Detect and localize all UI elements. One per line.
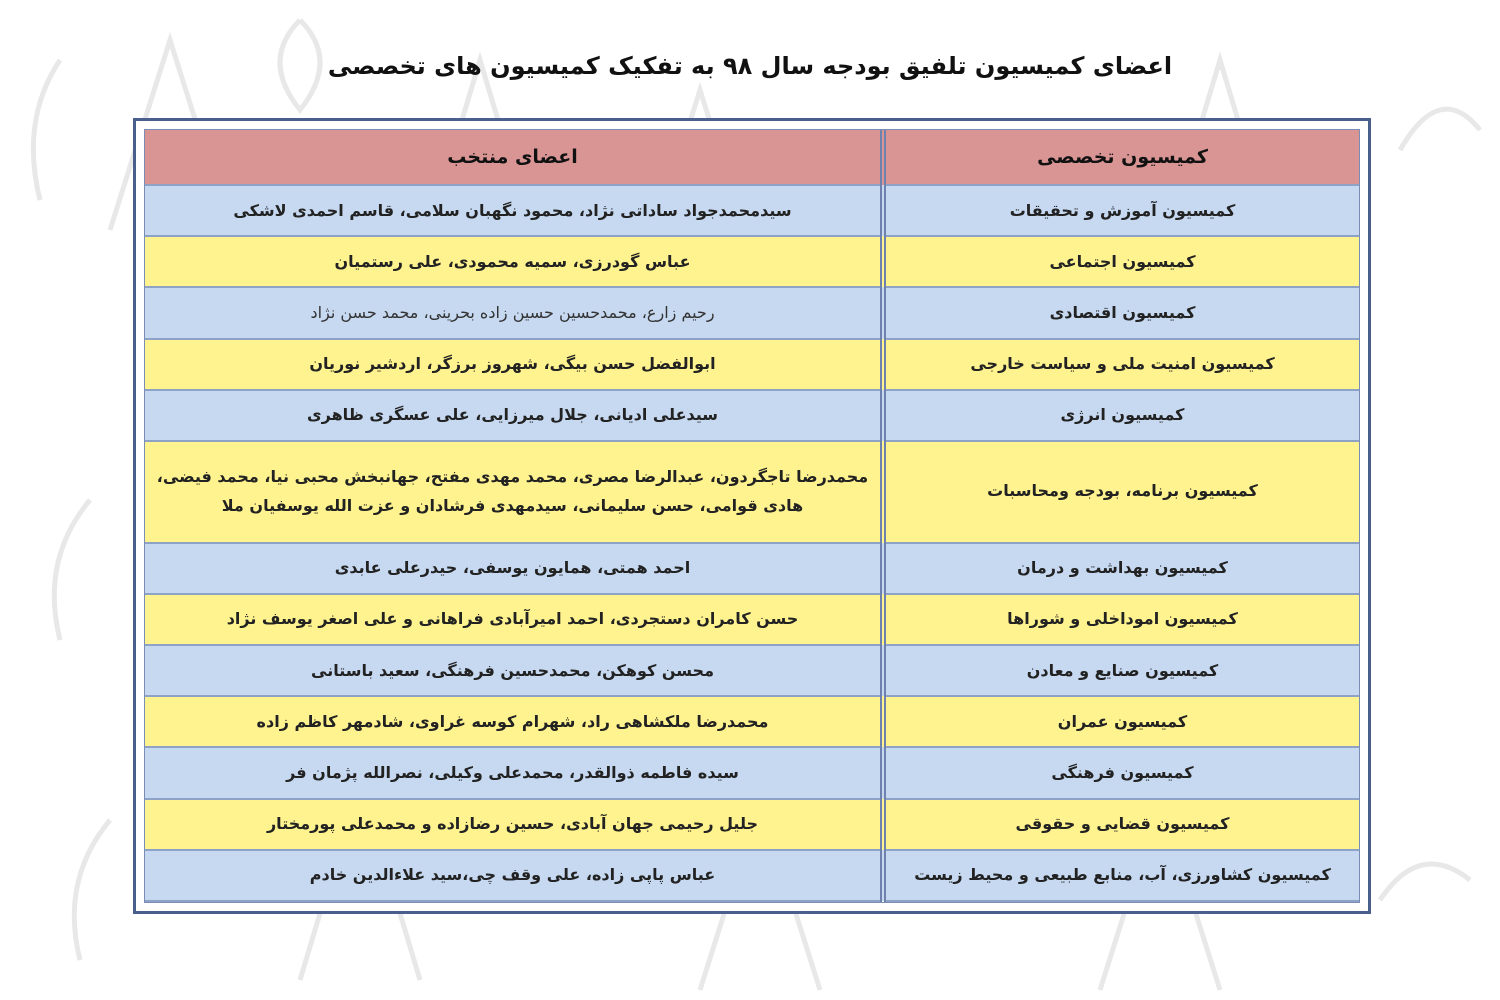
members-cell: سیدعلی ادیانی، جلال میرزایی، علی عسگری ظاهری: [145, 390, 883, 441]
header-committee: کمیسیون تخصصی: [883, 130, 1359, 185]
members-cell: احمد همتی، همایون یوسفی، حیدرعلی عابدی: [145, 543, 883, 594]
committee-cell: کمیسیون برنامه، بودجه ومحاسبات: [883, 441, 1359, 543]
committee-cell: کمیسیون انرژی: [883, 390, 1359, 441]
table-row: [145, 799, 1359, 850]
table-row: [145, 390, 1359, 441]
members-cell: ابوالفضل حسن بیگی، شهروز برزگر، اردشیر نوریان: [145, 339, 883, 390]
header-members: اعضای منتخب: [145, 130, 883, 185]
members-cell: محسن کوهکن، محمدحسین فرهنگی، سعید باستانی: [145, 645, 883, 696]
committee-cell: کمیسیون آموزش و تحقیقات: [883, 185, 1359, 236]
table-header-row: [145, 130, 1359, 185]
committee-table-frame: [133, 118, 1371, 914]
table-row: [145, 287, 1359, 338]
committee-cell: کمیسیون فرهنگی: [883, 747, 1359, 798]
table-row: [145, 441, 1359, 543]
table-row: [145, 339, 1359, 390]
table-row: [145, 696, 1359, 747]
table-row: [145, 747, 1359, 798]
members-cell: رحیم زارع، محمدحسین حسین زاده بحرینی، محمد حسن نژاد: [145, 287, 883, 338]
table-row: [145, 185, 1359, 236]
table-row: [145, 236, 1359, 287]
table-row: [145, 850, 1359, 901]
members-cell: سیده فاطمه ذوالقدر، محمدعلی وکیلی، نصرالله پژمان فر: [145, 747, 883, 798]
members-cell: عباس پاپی زاده، علی وقف چی،سید علاءالدین خادم: [145, 850, 883, 901]
committee-cell: کمیسیون بهداشت و درمان: [883, 543, 1359, 594]
committee-cell: کمیسیون اقتصادی: [883, 287, 1359, 338]
members-cell: محمدرضا تاجگردون، عبدالرضا مصری، محمد مهدی مفتح، جهانبخش محبی نیا، محمد فیضی، هادی قوامی، حسن سلیمانی، سیدمهدی فرشادان و عزت الله یوسفیان ملا: [145, 441, 883, 543]
members-cell: سیدمحمدجواد ساداتی نژاد، محمود نگهبان سلامی، قاسم احمدی لاشکی: [145, 185, 883, 236]
committee-cell: کمیسیون کشاورزی، آب، منابع طبیعی و محیط زیست: [883, 850, 1359, 901]
committee-cell: کمیسیون اجتماعی: [883, 236, 1359, 287]
committee-table: [145, 130, 1359, 902]
committee-cell: کمیسیون قضایی و حقوقی: [883, 799, 1359, 850]
members-cell: جلیل رحیمی جهان آبادی، حسین رضازاده و محمدعلی پورمختار: [145, 799, 883, 850]
members-cell: محمدرضا ملکشاهی راد، شهرام کوسه غراوی، شادمهر کاظم زاده: [145, 696, 883, 747]
committee-cell: کمیسیون امنیت ملی و سیاست خارجی: [883, 339, 1359, 390]
table-row: [145, 645, 1359, 696]
table-row: [145, 594, 1359, 645]
members-cell: عباس گودرزی، سمیه محمودی، علی رستمیان: [145, 236, 883, 287]
committee-cell: کمیسیون اموداخلی و شوراها: [883, 594, 1359, 645]
committee-cell: کمیسیون عمران: [883, 696, 1359, 747]
page-title: اعضای کمیسیون تلفیق بودجه سال ۹۸ به تفکیک کمیسیون های تخصصی: [327, 52, 1173, 80]
table-row: [145, 543, 1359, 594]
committee-cell: کمیسیون صنایع و معادن: [883, 645, 1359, 696]
members-cell: حسن کامران دستجردی، احمد امیرآبادی فراهانی و علی اصغر یوسف نژاد: [145, 594, 883, 645]
